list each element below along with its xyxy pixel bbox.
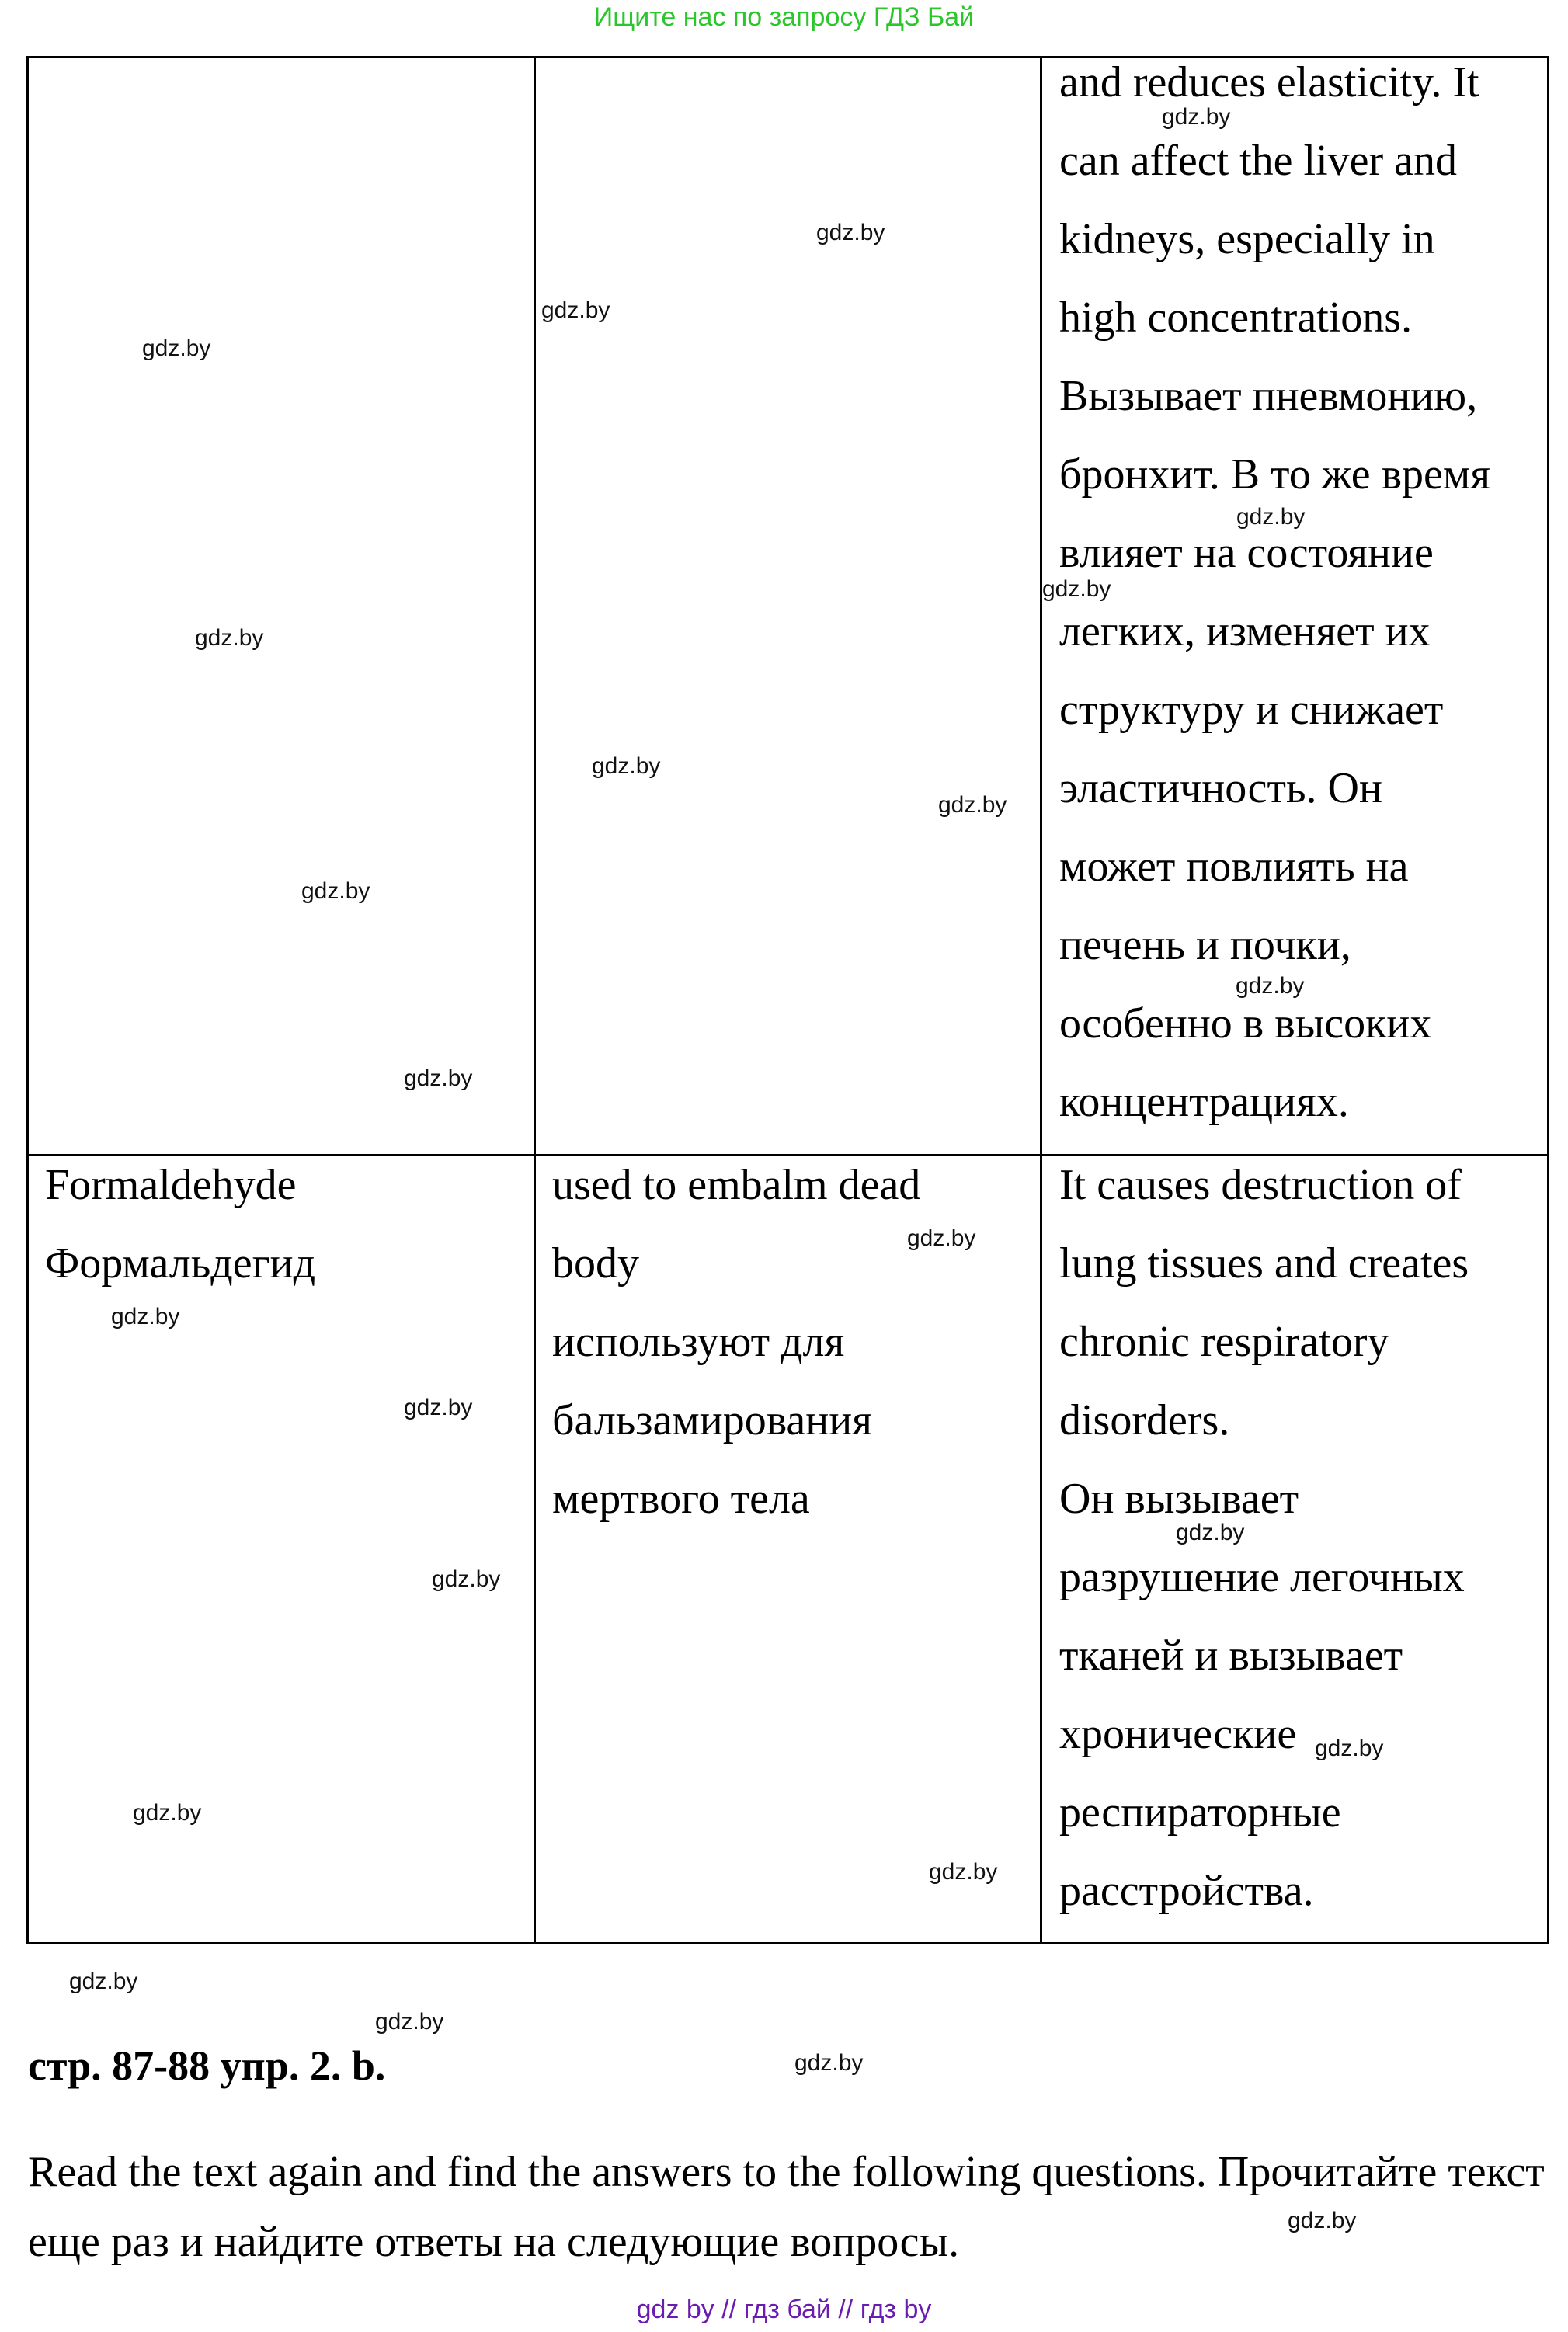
cell-line: концентрациях.: [1059, 1078, 1349, 1126]
watermark: gdz.by: [195, 625, 264, 651]
exercise-instruction: Read the text again and find the answers to the following questions. Прочитайте текст еще раз и найдите ответы на следующие вопросы.: [28, 2148, 1545, 2266]
cell-line: мертвого тела: [552, 1475, 810, 1523]
cell-line: разрушение легочных: [1059, 1553, 1465, 1601]
table-border-bottom: [26, 1942, 1549, 1944]
cell-line: Formaldehyde: [45, 1161, 297, 1209]
watermark: gdz.by: [1236, 504, 1306, 530]
cell-line: can affect the liver and: [1059, 137, 1458, 185]
cell-line: chronic respiratory: [1059, 1318, 1389, 1366]
watermark: gdz.by: [404, 1065, 473, 1091]
cell-line: респираторные: [1059, 1788, 1341, 1837]
watermark: gdz.by: [1288, 2208, 1357, 2233]
watermark: gdz.by: [301, 878, 370, 904]
table-cell-effect: [1059, 1146, 1469, 1931]
watermark: gdz.by: [592, 753, 661, 779]
cell-line: может повлиять на: [1059, 843, 1409, 891]
watermark: gdz.by: [794, 2050, 864, 2076]
watermark: gdz.by: [1315, 1736, 1384, 1761]
watermark: gdz.by: [541, 297, 610, 323]
cell-line: легких, изменяет их: [1059, 607, 1431, 655]
cell-line: расстройства.: [1059, 1867, 1314, 1915]
cell-line: used to embalm dead: [552, 1161, 921, 1209]
watermark: gdz.by: [1162, 104, 1231, 130]
cell-line: body: [552, 1239, 639, 1288]
cell-line: kidneys, especially in: [1059, 215, 1435, 263]
cell-line: lung tissues and creates: [1059, 1239, 1469, 1288]
cell-line: особенно в высоких: [1059, 999, 1432, 1048]
watermark: gdz.by: [69, 1969, 138, 1994]
table-cell-use: [552, 1146, 920, 1538]
table-cell-substance: [45, 1146, 315, 1303]
bottom-banner[interactable]: gdz by // гдз бай // гдз by: [636, 2295, 932, 2324]
cell-line: Формальдегид: [45, 1239, 316, 1288]
watermark: gdz.by: [142, 335, 211, 361]
cell-line: бальзамирования: [552, 1396, 872, 1444]
cell-line: Вызывает пневмонию,: [1059, 372, 1478, 420]
watermark: gdz.by: [907, 1225, 976, 1251]
cell-line: тканей и вызывает: [1059, 1632, 1403, 1680]
watermark: gdz.by: [111, 1304, 180, 1329]
watermark: gdz.by: [1236, 973, 1305, 999]
watermark: gdz.by: [404, 1395, 473, 1420]
watermark: gdz.by: [1176, 1520, 1245, 1545]
cell-line: disorders.: [1059, 1396, 1230, 1444]
cell-line: влияет на состояние: [1059, 529, 1434, 577]
cell-line: печень и почки,: [1059, 921, 1351, 969]
watermark: gdz.by: [929, 1859, 998, 1885]
watermark: gdz.by: [816, 220, 885, 245]
watermark: gdz.by: [1042, 576, 1111, 602]
cell-line: high concentrations.: [1059, 294, 1413, 342]
cell-line: используют для: [552, 1318, 845, 1366]
table-border-left: [26, 56, 29, 1944]
cell-line: Он вызывает: [1059, 1475, 1299, 1523]
cell-line: бронхит. В то же время: [1059, 450, 1491, 499]
top-banner[interactable]: Ищите нас по запросу ГДЗ Бай: [593, 2, 975, 32]
table-column-divider-2: [1040, 56, 1042, 1944]
cell-line: It causes destruction of: [1059, 1161, 1462, 1209]
watermark: gdz.by: [133, 1800, 202, 1826]
cell-line: and reduces elasticity. It: [1059, 58, 1479, 106]
exercise-heading: стр. 87-88 упр. 2. b.: [28, 2042, 386, 2089]
table-border-right: [1547, 56, 1549, 1944]
watermark: gdz.by: [432, 1566, 501, 1592]
cell-line: эластичность. Он: [1059, 764, 1382, 812]
cell-line: хронические: [1059, 1710, 1297, 1758]
table-column-divider-1: [534, 56, 536, 1944]
cell-line: структуру и снижает: [1059, 686, 1444, 734]
watermark: gdz.by: [375, 2009, 444, 2035]
watermark: gdz.by: [938, 792, 1007, 818]
